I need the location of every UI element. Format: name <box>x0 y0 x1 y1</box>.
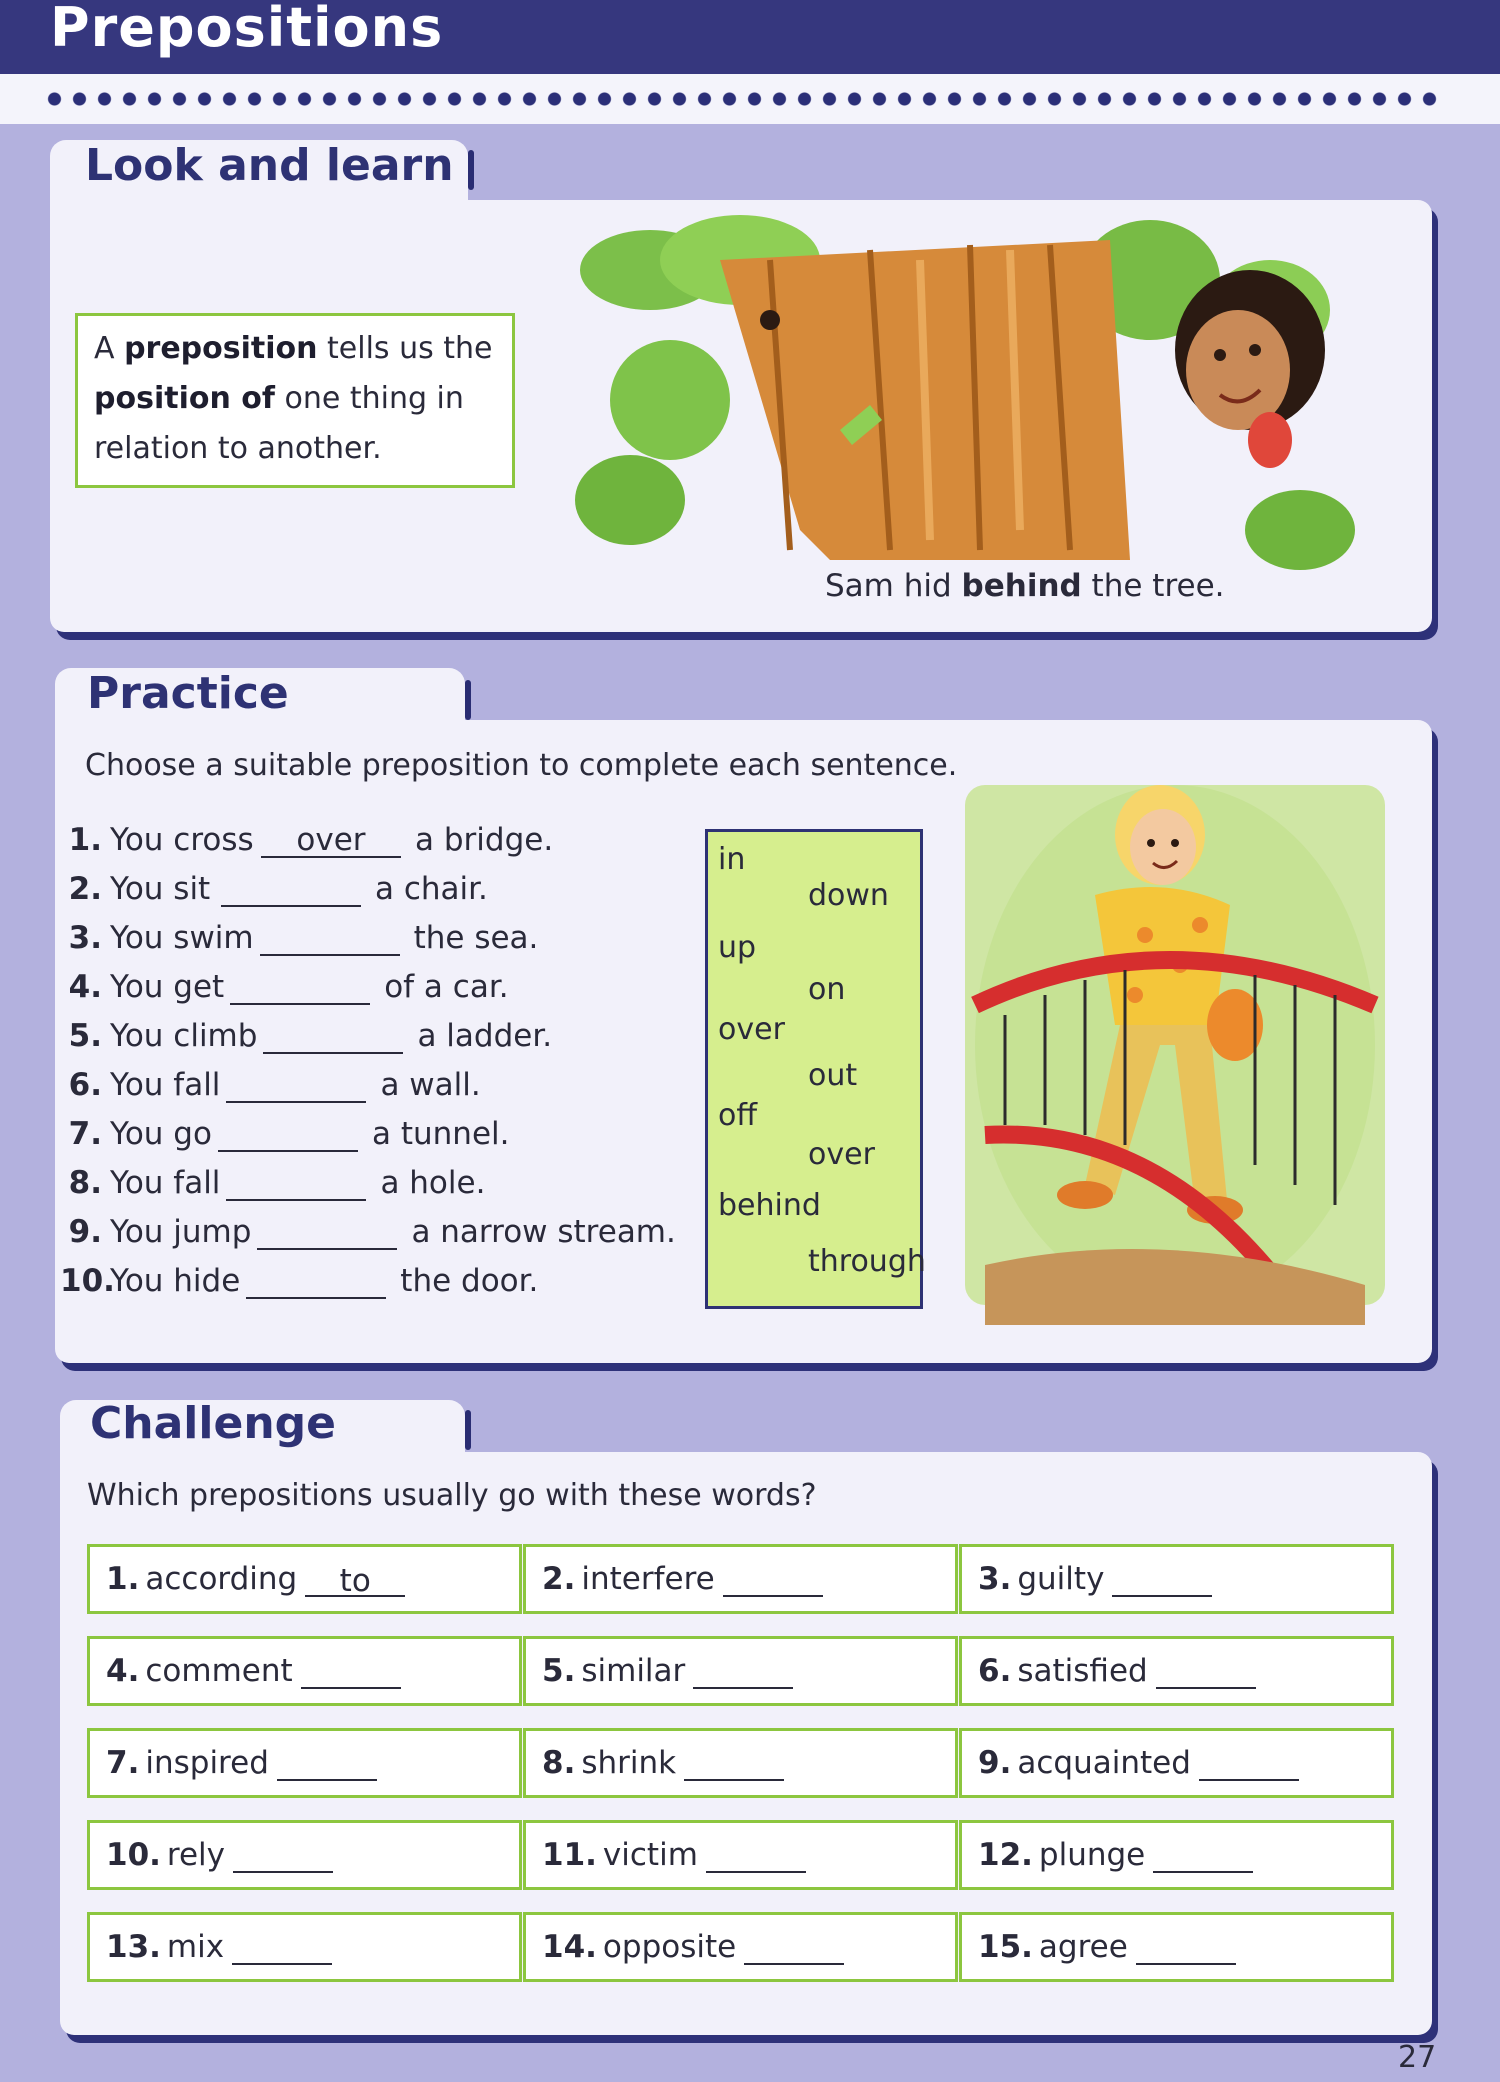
answer-blank[interactable] <box>263 1018 403 1054</box>
challenge-item-15 <box>959 1912 1394 1982</box>
sentence-end: a wall. <box>380 1067 481 1103</box>
word-box <box>705 829 926 1309</box>
item-word: guilty <box>1017 1561 1105 1597</box>
item-number: 12. <box>978 1837 1033 1873</box>
sentence-end: a chair. <box>375 871 488 907</box>
word-out: out <box>808 1058 858 1093</box>
sentence-8 <box>60 1165 485 1209</box>
dotted-divider <box>42 91 1442 107</box>
item-number: 11. <box>542 1837 597 1873</box>
sentence-7 <box>60 1116 510 1160</box>
sentence-3 <box>60 920 538 964</box>
sentence-number: 10. <box>60 1263 115 1299</box>
item-word: agree <box>1038 1929 1128 1965</box>
word-behind: behind <box>718 1188 821 1223</box>
item-number: 3. <box>978 1561 1012 1597</box>
item-number: 2. <box>542 1561 576 1597</box>
answer-blank[interactable] <box>1153 1839 1253 1873</box>
sentence-start: You hide <box>110 1263 241 1299</box>
sentence-9 <box>60 1214 676 1258</box>
word-down: down <box>808 878 889 913</box>
answer-blank[interactable] <box>246 1263 386 1299</box>
answer-blank[interactable] <box>301 1655 401 1689</box>
answer-blank[interactable] <box>1156 1655 1256 1689</box>
sentence-5 <box>60 1018 552 1062</box>
practice-instruction: Choose a suitable preposition to complete each sentence. <box>85 748 958 783</box>
item-word: interfere <box>581 1561 715 1597</box>
word-on: on <box>808 972 846 1007</box>
tab-marker <box>465 680 471 720</box>
sentence-4 <box>60 969 509 1013</box>
challenge-item-6 <box>959 1636 1394 1706</box>
challenge-item-12 <box>959 1820 1394 1890</box>
item-number: 6. <box>978 1653 1012 1689</box>
item-number: 13. <box>106 1929 161 1965</box>
caption-text-after: the tree. <box>1081 568 1225 604</box>
item-word: victim <box>602 1837 698 1873</box>
definition-box <box>75 313 515 488</box>
sentence-end: of a car. <box>384 969 509 1005</box>
tree-illustration <box>570 200 1370 580</box>
item-number: 1. <box>106 1561 140 1597</box>
sentence-end: a bridge. <box>415 822 554 858</box>
item-number: 7. <box>106 1745 140 1781</box>
answer-blank[interactable]: to <box>305 1563 405 1597</box>
definition-text-3: one thing in relation to another. <box>94 381 464 466</box>
girl-face <box>1175 270 1325 468</box>
sentence-start: You go <box>110 1116 212 1152</box>
sentence-10 <box>60 1263 538 1307</box>
sentence-start: You swim <box>110 920 254 956</box>
page-number: 27 <box>1398 2040 1437 2075</box>
challenge-item-8 <box>523 1728 958 1798</box>
sentence-number: 8. <box>68 1165 102 1201</box>
sentence-number: 6. <box>68 1067 102 1103</box>
answer-blank[interactable]: over <box>261 822 401 858</box>
answer-blank[interactable] <box>744 1931 844 1965</box>
sentence-end: a narrow stream. <box>411 1214 676 1250</box>
look-and-learn-title: Look and learn <box>85 140 454 191</box>
item-number: 15. <box>978 1929 1033 1965</box>
challenge-item-9 <box>959 1728 1394 1798</box>
sentence-1 <box>60 822 553 866</box>
definition-bold-2: position of <box>94 381 275 416</box>
sentence-number: 9. <box>68 1214 102 1250</box>
challenge-item-4 <box>87 1636 522 1706</box>
answer-blank[interactable] <box>226 1165 366 1201</box>
definition-text-1: A <box>94 331 125 366</box>
challenge-title: Challenge <box>90 1398 336 1449</box>
sentence-number: 7. <box>68 1116 102 1152</box>
sentence-end: the sea. <box>413 920 539 956</box>
item-word: shrink <box>581 1745 677 1781</box>
word-off: off <box>718 1098 758 1133</box>
answer-blank[interactable] <box>684 1747 784 1781</box>
sentence-end: a hole. <box>380 1165 486 1201</box>
answer-blank[interactable] <box>218 1116 358 1152</box>
item-number: 10. <box>106 1837 161 1873</box>
challenge-item-13 <box>87 1912 522 1982</box>
answer-blank[interactable] <box>1199 1747 1299 1781</box>
tab-marker <box>465 1410 471 1450</box>
spider <box>760 310 780 330</box>
sentence-number: 3. <box>68 920 102 956</box>
answer-blank[interactable] <box>706 1839 806 1873</box>
sentence-start: You fall <box>110 1067 221 1103</box>
item-word: according <box>145 1561 298 1597</box>
sentence-start: You cross <box>110 822 254 858</box>
definition-text-2: tells us the <box>317 331 493 366</box>
sentence-start: You fall <box>110 1165 221 1201</box>
challenge-item-11 <box>523 1820 958 1890</box>
answer-blank[interactable] <box>723 1563 823 1597</box>
sentence-start: You climb <box>110 1018 258 1054</box>
answer-blank[interactable] <box>1112 1563 1212 1597</box>
answer-blank[interactable] <box>233 1839 333 1873</box>
sentence-end: the door. <box>400 1263 539 1299</box>
sentence-end: a ladder. <box>417 1018 553 1054</box>
item-word: opposite <box>602 1929 737 1965</box>
challenge-item-5 <box>523 1636 958 1706</box>
sentence-end: a tunnel. <box>372 1116 510 1152</box>
answer-blank[interactable] <box>693 1655 793 1689</box>
item-number: 5. <box>542 1653 576 1689</box>
item-word: satisfied <box>1017 1653 1148 1689</box>
item-word: acquainted <box>1017 1745 1191 1781</box>
item-number: 8. <box>542 1745 576 1781</box>
item-word: plunge <box>1038 1837 1146 1873</box>
answer-blank[interactable] <box>232 1931 332 1965</box>
item-number: 9. <box>978 1745 1012 1781</box>
challenge-instruction: Which prepositions usually go with these words? <box>87 1478 817 1513</box>
sentence-start: You get <box>110 969 225 1005</box>
challenge-item-1 <box>87 1544 522 1614</box>
sentence-start: You jump <box>110 1214 252 1250</box>
sentence-2 <box>60 871 488 915</box>
answer-blank[interactable] <box>221 871 361 907</box>
challenge-item-7 <box>87 1728 522 1798</box>
challenge-item-3 <box>959 1544 1394 1614</box>
answer-blank[interactable] <box>226 1067 366 1103</box>
sentence-6 <box>60 1067 481 1111</box>
challenge-item-10 <box>87 1820 522 1890</box>
sentence-number: 5. <box>68 1018 102 1054</box>
tab-marker <box>468 150 474 190</box>
item-number: 14. <box>542 1929 597 1965</box>
challenge-item-2 <box>523 1544 958 1614</box>
item-word: comment <box>145 1653 293 1689</box>
sentence-number: 4. <box>68 969 102 1005</box>
answer-blank[interactable] <box>1136 1931 1236 1965</box>
sentence-start: You sit <box>110 871 211 907</box>
illustration-caption <box>825 568 1225 604</box>
answer-blank[interactable] <box>257 1214 397 1250</box>
word-over: over <box>718 1012 785 1047</box>
sentence-number: 1. <box>68 822 102 858</box>
answer-blank[interactable] <box>230 969 370 1005</box>
page-title: Prepositions <box>50 0 444 59</box>
word-over-2: over <box>808 1137 875 1172</box>
item-word: inspired <box>145 1745 269 1781</box>
item-word: mix <box>166 1929 225 1965</box>
challenge-item-14 <box>523 1912 958 1982</box>
item-word: rely <box>166 1837 226 1873</box>
title-banner <box>0 0 1500 74</box>
item-number: 4. <box>106 1653 140 1689</box>
sentence-number: 2. <box>68 871 102 907</box>
bridge-illustration <box>965 765 1385 1325</box>
word-in: in <box>718 842 746 877</box>
caption-bold: behind <box>961 568 1082 604</box>
item-word: similar <box>581 1653 686 1689</box>
word-up: up <box>718 930 757 965</box>
caption-text-before: Sam hid <box>825 568 962 604</box>
answer-blank[interactable] <box>277 1747 377 1781</box>
practice-title: Practice <box>87 668 289 719</box>
word-through: through <box>808 1244 926 1279</box>
definition-bold-1: preposition <box>124 331 318 366</box>
answer-blank[interactable] <box>260 920 400 956</box>
